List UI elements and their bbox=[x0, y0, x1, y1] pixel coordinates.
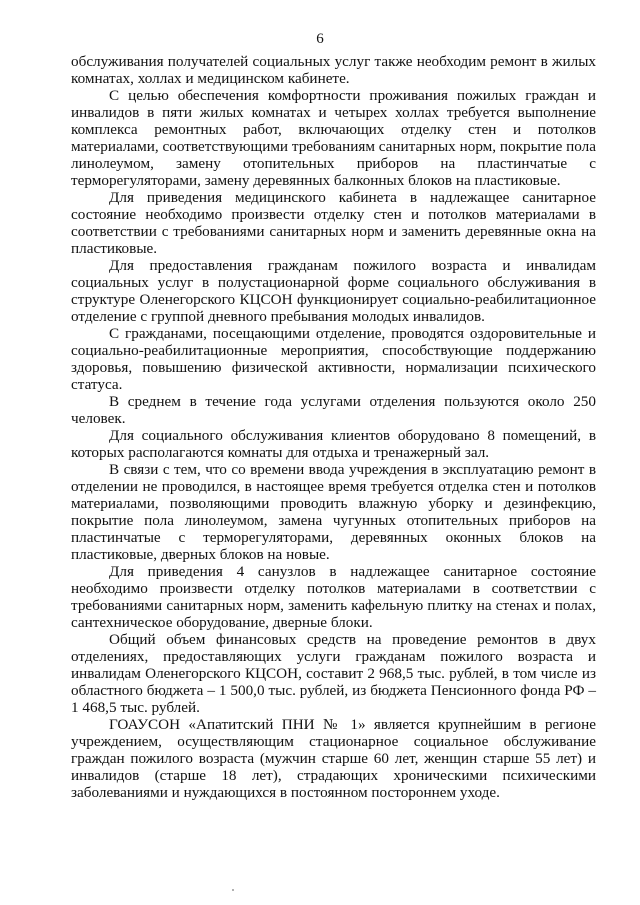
paragraph-visitors-count: В среднем в течение года услугами отделения пользуются около 250 человек. bbox=[71, 393, 596, 427]
scan-dot bbox=[232, 889, 234, 891]
paragraph-unit-repair-needs: В связи с тем, что со времени ввода учреждения в эксплуатацию ремонт в отделении не проводился, в настоящее время требуется отделка стен и потолков материалами, позволяющими проводить влажную уборку и дезинфекцию, покрытие пола линолеумом, замена чугунных отопительных приборов на пластинчатые с терморегуляторами, деревянных оконных блоков на пластиковые, дверных блоков на новые. bbox=[71, 461, 596, 563]
paragraph-apatity-institution: ГОАУСОН «Апатитский ПНИ № 1» является крупнейшим в регионе учреждением, осуществляющим стационарное социальное обслуживание граждан пожилого возраста (мужчин старше 60 лет, женщин старше 55 лет) и инвалидов (старше 18 лет), страдающих хроническими психическими заболеваниями и нуждающихся в постоянном постороннем уходе. bbox=[71, 716, 596, 801]
document-body bbox=[71, 53, 596, 801]
paragraph-rehab-activities: С гражданами, посещающими отделение, проводятся оздоровительные и социально-реабилитационные мероприятия, способствующие поддержанию здоровья, повышению физической активности, нормализации психического статуса. bbox=[71, 325, 596, 393]
paragraph-medical-office: Для приведения медицинского кабинета в надлежащее санитарное состояние необходимо произвести отделку стен и потолков материалами в соответствии с требованиями санитарных норм и заменить деревянные окна на пластиковые. bbox=[71, 189, 596, 257]
paragraph-funding-total: Общий объем финансовых средств на проведение ремонтов в двух отделениях, предоставляющих услуги гражданам пожилого возраста и инвалидам Оленегорского КЦСОН, составит 2 968,5 тыс. рублей, в том числе из областного бюджета – 1 500,0 тыс. рублей, из бюджета Пенсионного фонда РФ – 1 468,5 тыс. рублей. bbox=[71, 631, 596, 716]
page-number: 6 bbox=[316, 31, 324, 47]
paragraph-day-care-unit: Для предоставления гражданам пожилого возраста и инвалидам социальных услуг в полустационарной форме социального обслуживания в структуре Оленегорского КЦСОН функционирует социально-реабилитационное отделение с группой дневного пребывания молодых инвалидов. bbox=[71, 257, 596, 325]
paragraph-rooms-equipped: Для социального обслуживания клиентов оборудовано 8 помещений, в которых располагаются комнаты для отдыха и тренажерный зал. bbox=[71, 427, 596, 461]
paragraph-continuation: обслуживания получателей социальных услуг также необходим ремонт в жилых комнатах, холлах и медицинском кабинете. bbox=[71, 53, 596, 87]
paragraph-bathrooms: Для приведения 4 санузлов в надлежащее санитарное состояние необходимо произвести отделку потолков материалами в соответствии с требованиями санитарных норм, заменить кафельную плитку на стенах и полах, сантехническое оборудование, дверные блоки. bbox=[71, 563, 596, 631]
paragraph-living-rooms-repair: С целью обеспечения комфортности проживания пожилых граждан и инвалидов в пяти жилых комнатах и четырех холлах требуется выполнение комплекса ремонтных работ, включающих отделку стен и потолков материалами, соответствующими требованиям санитарных норм, покрытие пола линолеумом, замену отопительных приборов на пластинчатые с терморегуляторами, замену деревянных балконных блоков на пластиковые. bbox=[71, 87, 596, 189]
